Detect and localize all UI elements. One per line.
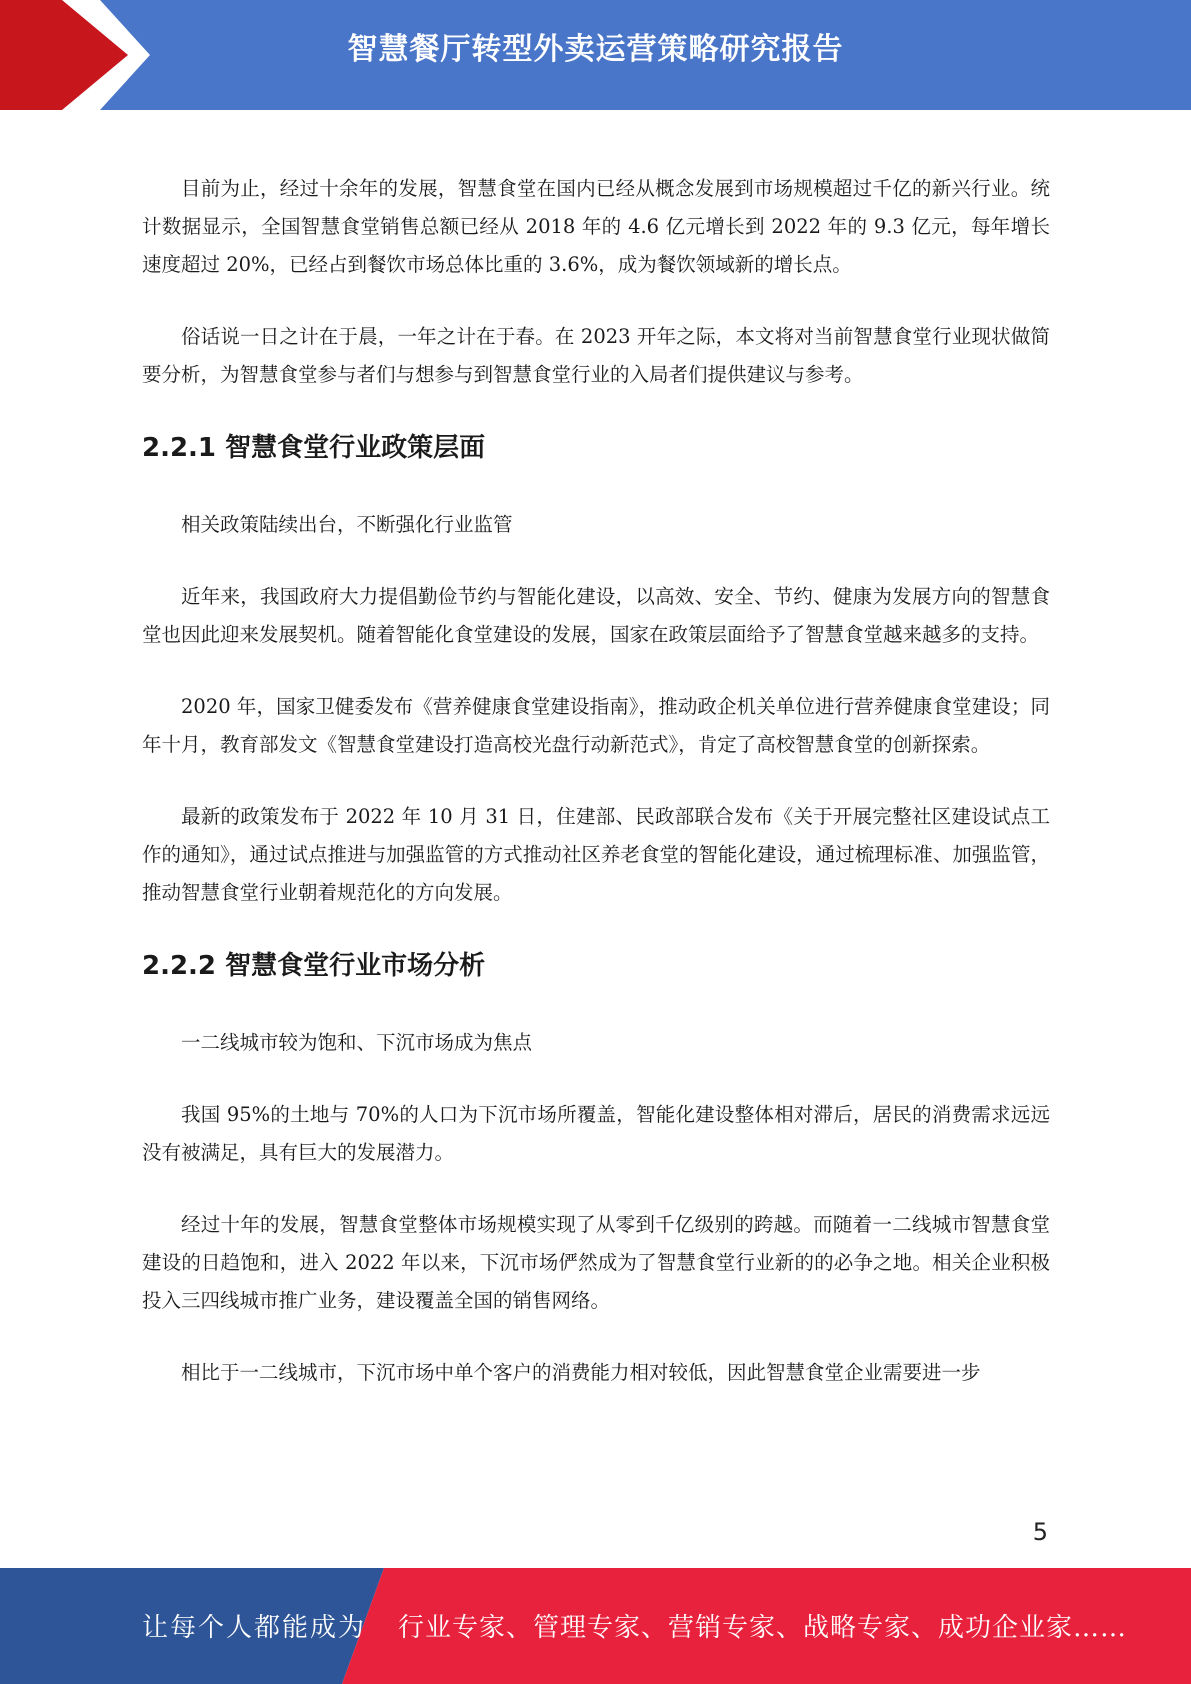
footer-slogan-left: 让每个人都能成为 (142, 1613, 367, 1643)
document-body (142, 170, 1050, 1426)
paragraph-lower-tier-market: 我国 95%的土地与 70%的人口为下沉市场所覆盖，智能化建设整体相对滞后，居民的消费需求远远没有被满足，具有巨大的发展潜力。 (142, 1103, 1050, 1164)
document-title: 智慧餐厅转型外卖运营策略研究报告 (347, 32, 844, 67)
paragraph-policy-2022: 最新的政策发布于 2022 年 10 月 31 日，住建部、民政部联合发布《关于开展完整社区建设试点工作的通知》，通过试点推进与加强监管的方式推动社区养老食堂的智能化建设，通过梳理标准、加强监管，推动智慧食堂行业朝着规范化的方向发展。 (142, 805, 1050, 904)
paragraph-policy-subtitle: 相关政策陆续出台，不断强化行业监管 (181, 513, 513, 536)
paragraph-consumer-capacity: 相比于一二线城市，下沉市场中单个客户的消费能力相对较低，因此智慧食堂企业需要进一步 (181, 1361, 981, 1384)
paragraph-policy-background: 近年来，我国政府大力提倡勤俭节约与智能化建设，以高效、安全、节约、健康为发展方向的智慧食堂也因此迎来发展契机。随着智能化食堂建设的发展，国家在政策层面给予了智慧食堂越来越多的支持。 (142, 585, 1050, 646)
section-heading-market: 2.2.2 智慧食堂行业市场分析 (142, 951, 486, 981)
paragraph-market-subtitle: 一二线城市较为饱和、下沉市场成为焦点 (181, 1031, 533, 1054)
paragraph-intro: 俗话说一日之计在于晨，一年之计在于春。在 2023 开年之际，本文将对当前智慧食堂行业现状做简要分析，为智慧食堂参与者们与想参与到智慧食堂行业的入局者们提供建议与参考。 (142, 325, 1050, 386)
section-heading-policy: 2.2.1 智慧食堂行业政策层面 (142, 433, 486, 463)
paragraph-market-overview: 目前为止，经过十余年的发展，智慧食堂在国内已经从概念发展到市场规模超过千亿的新兴行业。统计数据显示，全国智慧食堂销售总额已经从 2018 年的 4.6 亿元增长到 2022 年的 9.3 亿元，每年增长速度超过 20%，已经占到餐饮市场总体比重的 3.6%，成为餐饮领域新的增长点。 (142, 177, 1050, 276)
footer-slogan-right: 行业专家、管理专家、营销专家、战略专家、成功企业家…… (398, 1613, 1128, 1643)
paragraph-market-growth: 经过十年的发展，智慧食堂整体市场规模实现了从零到千亿级别的跨越。而随着一二线城市智慧食堂建设的日趋饱和，进入 2022 年以来，下沉市场俨然成为了智慧食堂行业新的的必争之地。相关企业积极投入三四线城市推广业务，建设覆盖全国的销售网络。 (142, 1213, 1050, 1312)
page-number: 5 (1032, 1518, 1048, 1546)
paragraph-policy-2020: 2020 年，国家卫健委发布《营养健康食堂建设指南》，推动政企机关单位进行营养健康食堂建设；同年十月，教育部发文《智慧食堂建设打造高校光盘行动新范式》，肯定了高校智慧食堂的创新探索。 (142, 695, 1050, 756)
